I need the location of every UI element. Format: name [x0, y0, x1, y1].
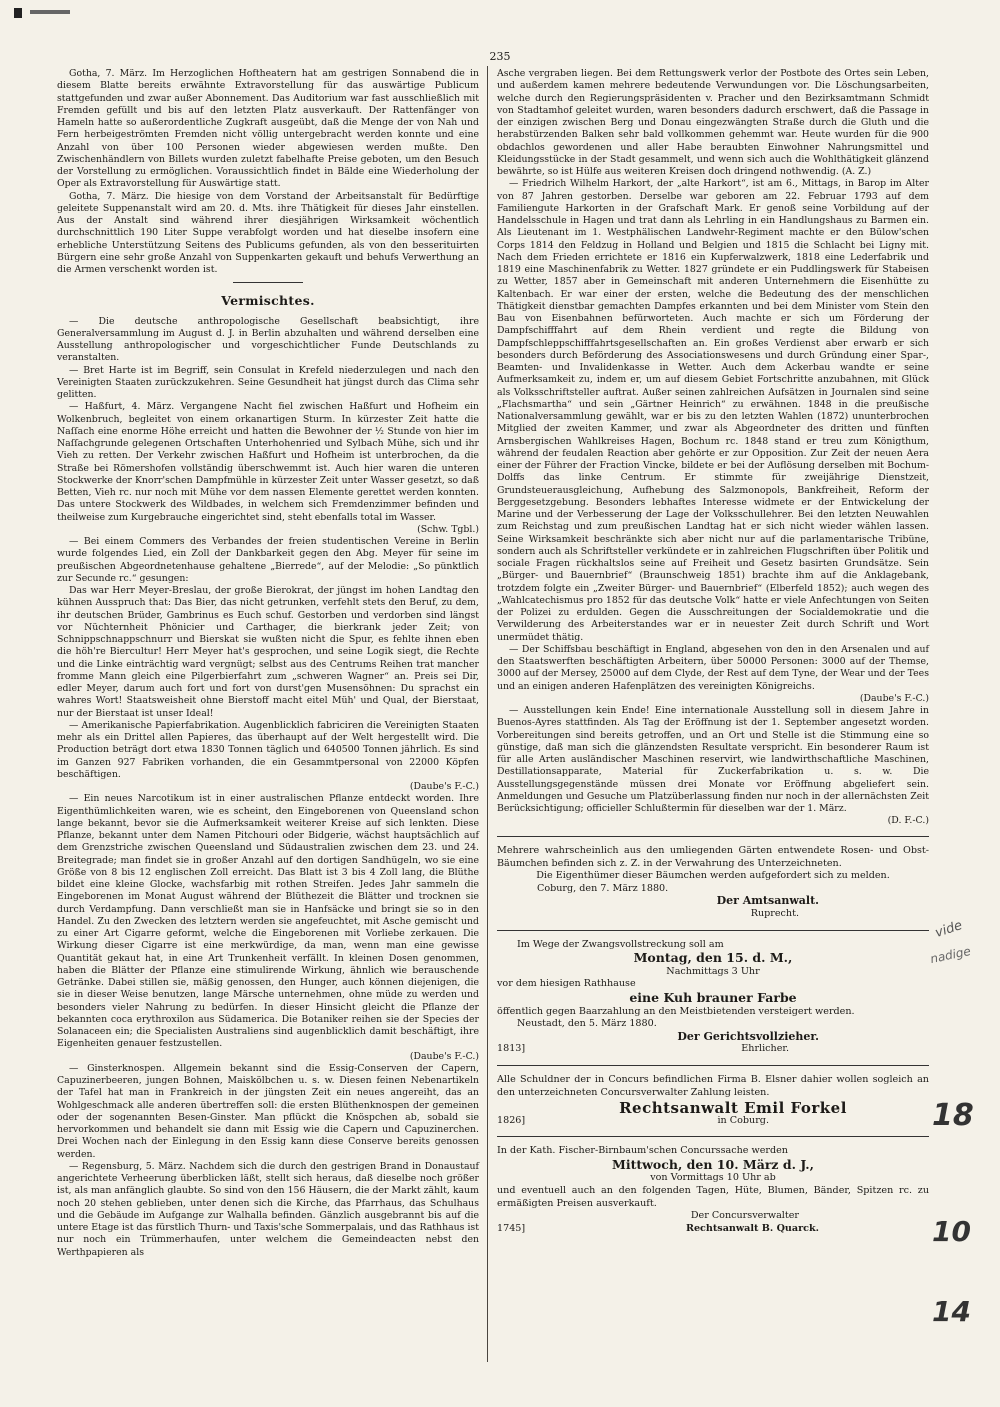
ad-date-line: Mittwoch, den 10. März d. J., [612, 1156, 814, 1172]
ad-text: öffentlich gegen Baarzahlung an den Meistbietenden versteigert werden. [497, 1005, 855, 1017]
source-citation: (Daube's F.-C.) [859, 692, 929, 704]
section-rule [233, 282, 303, 283]
page-number: 235 [489, 50, 511, 63]
ad-signature: Der Amtsanwalt. [716, 894, 819, 908]
ad-date: Neustadt, den 5. März 1880. [517, 1018, 657, 1030]
ad-date: Coburg, den 7. März 1880. [537, 882, 669, 894]
ad-intro: Im Wege der Zwangsvollstreckung soll am [517, 938, 724, 950]
ad-object: eine Kuh brauner Farbe [629, 989, 797, 1005]
article-paragraph: — Bei einem Commers des Verbandes der freien studentischen Vereine in Berlin wurde folgendes Lied, ein Zoll der Dankbarkeit gegen den Abg. Meyer für seine im preußischen Abgeordnetenhause gehaltene „Bierrede“, auf der Melodie: „So pünktlich zur Secunde rc.“ gesungen: [57, 536, 479, 584]
ad-creditors [497, 1065, 929, 1136]
advertisements [497, 836, 929, 1361]
ad-text: Alle Schuldner der in Concurs befindlichen Firma B. Elsner dahier wollen sogleich an den unterzeichneten Concursverwalter Zahlung leisten. [497, 1073, 929, 1098]
ad-text: Mehrere wahrscheinlich aus den umliegenden Gärten entwendete Rosen- und Obst-Bäumchen befinden sich z. Z. in der Verwahrung des Unterzeichneten. [497, 845, 929, 869]
article-paragraph: — Bret Harte ist im Begriff, sein Consulat in Krefeld niederzulegen und nach den Vereinigten Staaten zurückzukehren. Seine Gesundheit hat jüngst durch das Clima sehr gelitten. [57, 364, 479, 400]
ad-number: 1826] [497, 1114, 526, 1126]
right-column [497, 68, 929, 827]
ad-name: Ruprecht. [750, 907, 799, 919]
section-heading: Vermischtes. [221, 293, 315, 309]
article-paragraph: Asche vergraben liegen. Bei dem Rettungswerk verlor der Postbote des Ortes sein Leben, und außerdem kamen mehrere bedeutende Verwundungen vor. Die Löschungsarbeiten, welche durch den Regierungspräsidenten v. Pracher und den Bezirksamtmann Schmidt von Stadtamhof geleitet wurden, waren besonders dadurch erschwert, daß die Passage in der einzigen zwischen Berg und Donau eingezwängten Straße durch die Gluth und die herabstürzenden Balken sehr bald vollkommen gehemmt war. Heute wurden für die 900 obdachlos gewordenen und aller Habe beraubten Einwohner Nahrungsmittel und Kleidungsstücke in der Stadt gesammelt, und wenn sich auch die Wohlthätigkeit glänzend bewährte, so ist Hülfe aus weiteren Kreisen doch dringend nothwendig. (A. Z.) [497, 68, 929, 177]
ad-name: Ehrlicher. [741, 1043, 789, 1055]
article-paragraph: Gotha, 7. März. Die hiesige von dem Vorstand der Arbeitsanstalt für Bedürftige geleitete Suppenanstalt wird am 20. d. Mts. ihre Thätigkeit für dieses Jahr einstellen. Aus der Anstalt sind während ihrer diesjährigen Wirksamkeit wöchentlich durchschnittlich 190 Liter Suppe verabfolgt worden und hat dieselbe insofern eine erhebliche Unterstützung Seitens des Publicums gefunden, als von den besserituirten Bürgern eine sehr große Anzahl von Suppenkarten gekauft und behufs Verwerthung an die Armen verschenkt worden ist. [57, 190, 479, 275]
scan-mark [30, 10, 70, 14]
article-paragraph: — Regensburg, 5. März. Nachdem sich die durch den gestrigen Brand in Donaustauf angerichtete Verheerung überblicken läßt, stellt sich heraus, daß dieselbe noch größer ist, als man anfänglich glaubte. So sind von den 156 Häusern, die der Markt zählt, kaum noch 20 stehen geblieben, unter denen sich die Kirche, das Pfarrhaus, das Schulhaus und die Gebäude im Aufgange zur Walhalla befinden. Gänzlich ausgebrannt bis auf die untere Etage ist das fürstlich Thurn- und Taxis'sche Sommerpalais, und das Rathhaus ist nur noch ein Trümmerhaufen, unter welchem die Gemeindeacten nebst den Werthpapieren als [57, 1160, 479, 1258]
ad-text: Die Eigenthümer dieser Bäumchen werden aufgefordert sich zu melden. [536, 870, 890, 882]
source-citation: (Daube's F.-C.) [409, 1050, 479, 1062]
ad-place: in Coburg. [717, 1114, 769, 1126]
article-paragraph: — Ausstellungen kein Ende! Eine internationale Ausstellung soll in diesem Jahre in Buenos-Ayres stattfinden. Als Tag der Eröffnung ist der 1. September angesetzt worden. Vorbereitungen sind bereits getroffen, und an Ort und Stelle ist die Stimmung eine so günstige, daß man sich die glänzendsten Resultate verspricht. Ein besonderer Raum ist für alle Arten ausländischer Maschinen reservirt, wie landwirthschaftliche Maschinen, Destillationsapparate, Material für Zuckerfabrikation u. s. w. Die Ausstellungsgegenstände müssen drei Monate vor Eröffnung abgeliefert sein. Anmeldungen und Gesuche um Platzüberlassung finden nur noch in der allernächsten Zeit Berücksichtigung; officieller Schlußtermin für dieselben war der 1. März. [497, 705, 929, 814]
handwritten-number: 18 [932, 1098, 974, 1133]
scan-mark [14, 8, 22, 18]
ad-signature: Der Gerichtsvollzieher. [677, 1029, 819, 1043]
left-column [57, 68, 479, 1358]
handwritten-number: 10 [932, 1215, 971, 1248]
column-divider [487, 66, 488, 1362]
article-paragraph: — Ein neues Narcotikum ist in einer australischen Pflanze entdeckt worden. Ihre Eigenthümlichkeiten waren, wie es scheint, den Eingeborenen von Queensland schon lange bekannt, bevor sie die Aufmerksamkeit weiterer Kreise auf sich lenkten. Diese Pflanze, bekannt unter dem Namen Pitchouri oder Bidgerie, wächst hauptsächlich auf dem Grenzstriche zwischen Queensland und Südaustralien zwischen dem 23. und 24. Breitegrade; man findet sie in großer Anzahl auf den dortigen Sandhügeln, wo sie eine Größe von 8 bis 12 englischen Zoll erreicht. Das Blatt ist 3 bis 4 Zoll lang, die Blüthe bildet eine kleine Glocke, wachsfarbig mit rothen Streifen. Jedes Jahr sammeln die Eingeborenen im Monat August während der Blüthezeit die Blätter und trocknen sie durch Verdampfung. Dann verschließt man sie in Hanfsäcke und bringt sie so in den Handel. Zu den Zwecken des letztern werden sie angefeuchtet, mit Asche gemischt und zu einer Art Cigarre geformt, welche die Eingeborenen mit Vorliebe zerkauen. Die Wirkung dieser Cigarre ist eine merkwürdige, da man, wenn man eine gewisse Quantität gekaut hat, in eine Art Trunkenheit verfällt. In kleinen Dosen genommen, haben die Blätter der Pflanze eine stimulirende Wirkung, ähnlich wie berauschende Getränke. Dabei stillen sie, mäßig genossen, den Hunger, auch können diejenigen, die sie in dieser Weise benutzen, lange Märsche unternehmen, ohne müde zu werden und besonders vieler Nahrung zu bedürfen. In dieser Hinsicht gleicht die Pflanze der bekannten coca erythroxilon aus Südamerica. Die Botaniker reihen sie der Species der Solanaceen ein; die Specialisten Australiens sind augenblicklich damit beschäftigt, ihre Eigenheiten genauer festzustellen. [57, 793, 479, 1050]
article-paragraph: — Der Schiffsbau beschäftigt in England, abgesehen von den in den Arsenalen und auf den Staatswerften beschäftigten Arbeitern, über 50000 Personen: 3000 auf der Themse, 3000 auf der Mersey, 25000 auf dem Clyde, der Rest auf dem Tyne, der Wear und der Tees und an einigen anderen Hafenplätzen des vereinigten Königreichs. [497, 643, 929, 692]
source-citation: (Schw. Tgbl.) [417, 523, 479, 535]
ad-number: 1745] [497, 1222, 526, 1234]
ad-text: In der Kath. Fischer-Birnbaum'schen Concurssache werden [497, 1145, 788, 1157]
ad-name: Rechtsanwalt B. Quarck. [685, 1222, 819, 1234]
ad-role: Der Concursverwalter [690, 1210, 799, 1222]
ad-auction [497, 930, 929, 1065]
ad-time: von Vormittags 10 Uhr ab [650, 1172, 776, 1184]
ad-place: vor dem hiesigen Rathhause [497, 978, 636, 990]
ad-date-line: Montag, den 15. d. M., [633, 950, 793, 966]
ad-number: 1813] [497, 1043, 526, 1055]
article-paragraph: — Haßfurt, 4. März. Vergangene Nacht fiel zwischen Haßfurt und Hofheim ein Wolkenbruch, begleitet von einem orkanartigen Sturm. In kürzester Zeit hatte die Naſſach eine enorme Höhe erreicht und hatten die Bewohner der ½ Stunde von hier im Naſſachgrunde gelegenen Ortschaften Unterhohenried und Sylbach Mühe, sich und ihr Vieh zu retten. Der Verkehr zwischen Haßfurt und Hofheim ist unterbrochen, da die Straße bei Römershofen vollständig überschwemmt ist. Auch hier waren die unteren Stockwerke der Knorr'schen Dampfmühle in kürzester Zeit unter Wasser gesetzt, so daß Betten, Vieh rc. nur noch mit Mühe vor dem nassen Elemente gerettet werden konnten. Das untere Stockwerk des Wildbades, in welchem sich Fremdenzimmer befinden und theilweise zum Kurgebrauche eingerichtet sind, steht ebenfalls total im Wasser. [57, 401, 479, 523]
article-paragraph: — Ginsterknospen. Allgemein bekannt sind die Essig-Conserven der Capern, Capuzinerbeeren, jungen Bohnen, Maiskölbchen u. s. w. Diesen feinen Nebenartikeln der Tafel hat man in Frankreich in der jüngsten Zeit ein neues angereiht, das an Wohlgeschmack alle anderen übertreffen soll: die ersten Blüthenknospen der gemeinen oder der sogenannten Besen-Ginster. Man pflückt die Knöspchen ab, sobald sie hervorkommen und behandelt sie dann mit Essig wie die Capern und Capuzinerchen. Drei Wochen nach der Einlegung in den Essig kann diese Conserve bereits genossen werden. [57, 1062, 479, 1160]
ad-concurs [497, 1136, 929, 1244]
handwritten-number: 14 [932, 1295, 971, 1328]
source-citation: (D. F.-C.) [887, 815, 929, 827]
ad-roses [497, 836, 929, 930]
handwritten-note: vide [933, 918, 965, 941]
source-citation: (Daube's F.-C.) [409, 781, 479, 792]
article-paragraph: — Amerikanische Papierfabrikation. Augenblicklich fabriciren die Vereinigten Staaten mehr als ein Drittel allen Papieres, das überhaupt auf der Welt hergestellt wird. Die Production beträgt dort etwa 1830 Tonnen täglich und 640500 Tonnen jährlich. Es sind im Ganzen 927 Fabriken vorhanden, die ein Gesammtpersonal von 22000 Köpfen beschäftigen. [57, 719, 479, 780]
handwritten-note: nadige [928, 943, 972, 967]
article-paragraph: — Die deutsche anthropologische Gesellschaft beabsichtigt, ihre Generalversammlung im August d. J. in Berlin abzuhalten und während derselben eine Ausstellung anthropologischer und vorgeschichtlicher Funde Deutschlands zu veranstalten. [57, 315, 479, 364]
article-paragraph: — Friedrich Wilhelm Harkort, der „alte Harkort“, ist am 6., Mittags, in Barop im Alter von 87 Jahren gestorben. Derselbe war geboren am 22. Februar 1793 auf dem Familiengute Harkorten in der Grafschaft Mark. Er genoß seine Vorbildung auf der Handelsschule in Hagen und trat dann als Lehrling in ein Handlungshaus zu Barmen ein. Als Lieutenant im 1. Westphälischen Landwehr-Regiment machte er den Bülow'schen Corps 1814 den Feldzug in Holland und Belgien und 1815 die Schlacht bei Ligny mit. Nach dem Frieden errichtete er 1816 ein Kupferwalzwerk, 1818 eine Lederfabrik und 1819 eine Maschinenfabrik zu Wetter. 1827 gründete er ein Puddlingswerk für Stabeisen zu Wetter, 1857 aber in Gemeinschaft mit anderen Unternehmern die Eisenhütte zu Kaltenbach. Er war einer der ersten, welche die Bedeutung des der menschlichen Thätigkeit dienstbar gemachten Dampfes erkannten und bei dem Minister vom Stein den Bau von Eisenbahnen befürworteten. Auch machte er sich um Förderung der Dampfschifffahrt auf dem Rhein verdient und regte die Bildung von Dampfschleppschifffahrtsgesellschaften an. Ein großes Verdienst aber erwarb er sich besonders durch Beförderung des Associationswesens und durch Gründung einer Spar-, Beamten- und Invalidenkasse in Wetter. Auch dem Ackerbau wandte er seine Aufmerksamkeit zu, indem er, um auf diesem Gebiet Fortschritte anzubahnen, mit Glück als Volksschriftsteller auftrat. Außer seinen zahlreichen Aufsätzen in Journalen sind seine „Flachsmartha“ und sein „Gärtner Heinrich“ zu erwähnen. 1848 in die preußische Nationalversammlung gewählt, war er bis zu den letzten Wahlen (1872) ununterbrochen Mitglied der zweiten Kammer, und zwar als Abgeordneter des dritten und fünften Arnsbergischen Wahlkreises Hagen, Bochum rc. 1848 stand er treu zum Königthum, während der feudalen Reaction aber gehörte er zur Opposition. Zur Zeit der neuen Aera einer der Führer der Fraction Vincke, bildete er bei der Auflösung derselben mit Bochum-Dolffs das linke Centrum. Er stimmte für zweijährige Dienstzeit, Grundsteuerausgleichung, Aufhebung des Salzmonopols, Bankfreiheit, Reform der Berggesetzgebung. Besonders lebhaftes Interesse widmete er der Entwickelung der Marine und der Verbesserung der Lage der Volksschullehrer. Bei den letzten Neuwahlen zum Reichstag und zum preußischen Landtag hat er sich nicht wieder wählen lassen. Seine Wirksamkeit beschränkte sich aber nicht nur auf die parlamentarische Tribüne, sondern auch als Schriftsteller verkündete er in zahlreichen Flugschriften über Politik und sociale Fragen rückhaltslos seine auf Freiheit und Gesetz basirten Grundsätze. Sein „Bürger- und Bauernbrief“ (Braunschweig 1851) brachte ihm auf die Anklagebank, trotzdem folgte ein „Zweiter Bürger- und Bauernbrief“ (Elberfeld 1852); auch wegen des „Wahlcatechismus pro 1852 für das deutsche Volk“ hatte er viele Anfechtungen von Seiten der Polizei zu erdulden. Gegen die Ausschreitungen der Socialdemokratie und die Verwilderung des Arbeiterstandes war er in neuester Zeit durch Schrift und Wort unermüdet thätig. [497, 178, 929, 643]
ad-signature: Rechtsanwalt Emil Forkel [619, 1099, 847, 1118]
article-paragraph: Das war Herr Meyer-Breslau, der große Bierokrat, der jüngst im hohen Landtag den kühnen Ausspruch that: Das Bier, das nicht getrunken, verfehlt stets den Beruf, zu dem, ihr deutschen Brüder, Gambrinus es Euch schuf. Gestorben und verdorben sind längst vor Nüchternheit Phönicier und Carthager, die bierkrank jeder Zeit; von Schnippschnappschnurr und Bierskat sie wußten nicht die Spur, es fehlte ihnen eben die höh're Biercultur! Herr Meyer hat's gesprochen, und seine Logik siegt, die Rechte und die Linke einträchtig ward vergnügt; selbst aus des Centrums Reihen trat mancher fromme Mann gleich eine Pilgerbierfahrt zum „schweren Wagner“ an. Preis sei Dir, edler Meyer, darum auch fort und fort von durst'gen Musensöhnen: Du sprachst ein wahres Wort! Staatsweisheit ohne Bierstoff macht eitel Müh' und Qual, der Bierstaat, nur der Bierstaat ist unser Ideal! [57, 585, 479, 719]
ad-text: und eventuell auch an den folgenden Tagen, Hüte, Blumen, Bänder, Spitzen rc. zu ermäßigten Preisen ausverkauft. [497, 1185, 929, 1209]
ad-time: Nachmittags 3 Uhr [666, 965, 760, 977]
article-paragraph: Gotha, 7. März. Im Herzoglichen Hoftheatern hat am gestrigen Sonnabend die in diesem Blatte bereits erwähnte Extravorstellung für das auswärtige Publicum stattgefunden und zwar außer Abonnement. Das Auditorium war fast ausschließlich mit Fremden gefüllt und bis auf den letzten Platz ausverkauft. Der Rattenfänger von Hameln hatte so außerordentliche Zugkraft ausgeübt, daß die Menge der von Nah und Fern herbeigeströmten Fremden nicht völlig untergebracht werden konnte und eine Anzahl von über 100 Personen wieder abgewiesen werden mußte. Den Zwischenhändlern von Billets wurden zuletzt fabelhafte Preise geboten, um den Besuch der Vorstellung zu ermöglichen. Voraussichtlich findet in Bälde eine Wiederholung der Oper als Extravorstellung für Auswärtige statt. [57, 68, 479, 190]
